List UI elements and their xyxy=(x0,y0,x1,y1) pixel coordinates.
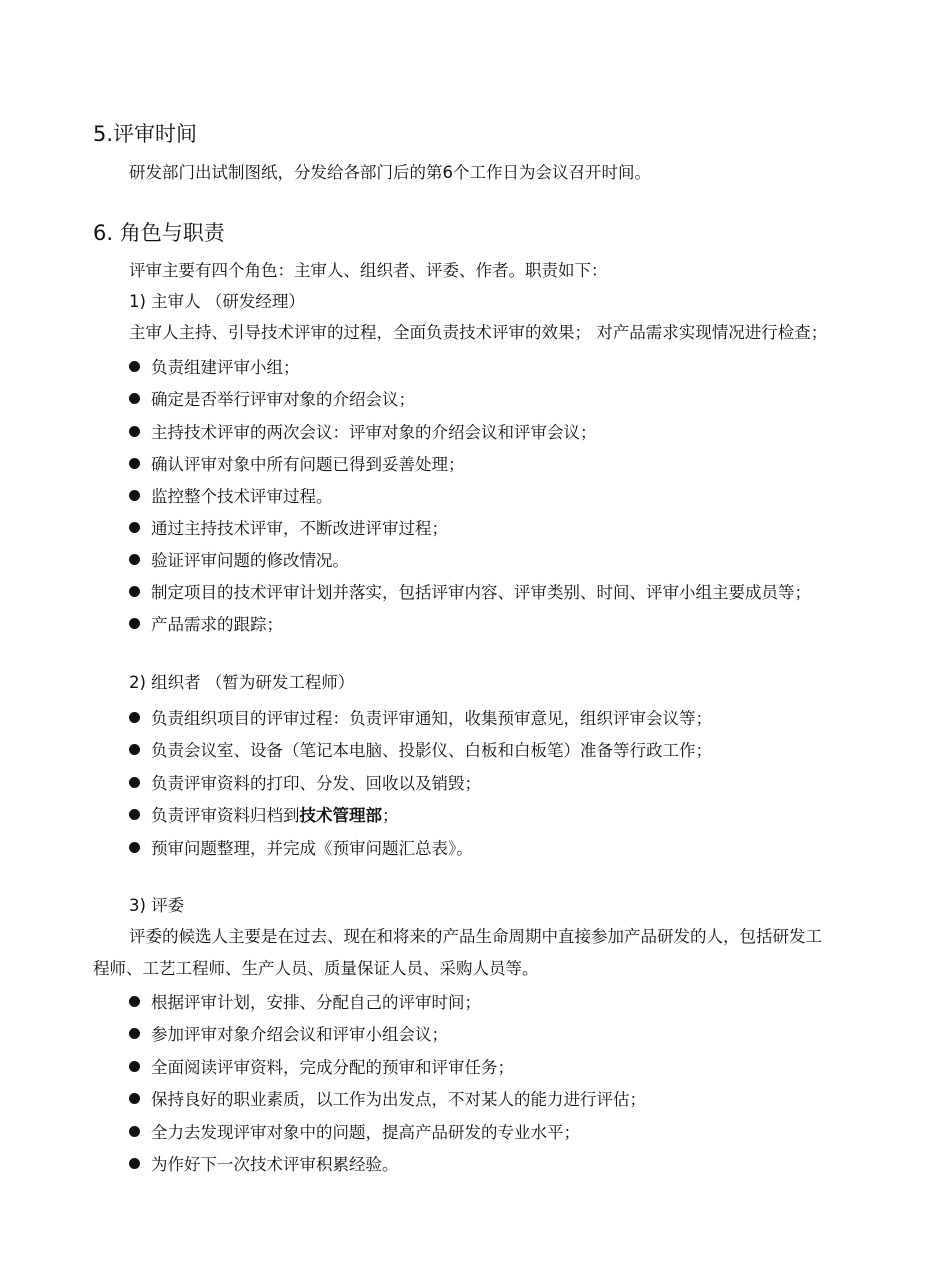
bullet-icon xyxy=(129,586,140,597)
role-2-item: 负责会议室、设备（笔记本电脑、投影仪、白板和白板笔）准备等行政工作； xyxy=(129,738,712,760)
bullet-icon xyxy=(129,1028,140,1039)
role-3-item: 全面阅读评审资料，完成分配的预审和评审任务； xyxy=(129,1055,514,1077)
section-5-text: 研发部门出试制图纸，分发给各部门后的第6个工作日为会议召开时间。 xyxy=(129,163,651,182)
role-3-item: 为作好下一次技术评审积累经验。 xyxy=(129,1152,399,1174)
role-3-item: 根据评审计划，安排、分配自己的评审时间； xyxy=(129,990,481,1012)
role-2-item: 预审问题整理，并完成《预审问题汇总表》。 xyxy=(129,836,473,858)
role-1-item: 主持技术评审的两次会议：评审对象的介绍会议和评审会议； xyxy=(129,420,597,442)
role-1-item: 产品需求的跟踪； xyxy=(129,612,283,634)
role-3-item: 参加评审对象介绍会议和评审小组会议； xyxy=(129,1022,448,1044)
role-3-item: 保持良好的职业素质，以工作为出发点，不对某人的能力进行评估； xyxy=(129,1087,646,1109)
bullet-icon xyxy=(129,777,140,788)
role-3-description-line-1: 评委的候选人主要是在过去、现在和将来的产品生命周期中直接参加产品研发的人，包括研发工 xyxy=(129,927,822,946)
bullet-icon xyxy=(129,426,140,437)
role-2-item: 负责组织项目的评审过程：负责评审通知，收集预审意见，组织评审会议等； xyxy=(129,706,712,728)
bullet-icon xyxy=(129,361,140,372)
role-1-description: 主审人主持、引导技术评审的过程，全面负责技术评审的效果； 对产品需求实现情况进行检查； xyxy=(129,323,828,342)
bullet-icon xyxy=(129,1158,140,1169)
section-6-intro: 评审主要有四个角色：主审人、组织者、评委、作者。职责如下： xyxy=(129,261,608,280)
role-3-title: 3) 评委 xyxy=(129,896,185,915)
role-1-title: 1) 主审人 （研发经理） xyxy=(129,292,305,311)
section-5-heading: 5.评审时间 xyxy=(93,122,198,146)
role-2-title: 2) 组织者 （暂为研发工程师） xyxy=(129,673,355,692)
role-1-item: 制定项目的技术评审计划并落实，包括评审内容、评审类别、时间、评审小组主要成员等； xyxy=(129,580,811,602)
role-1-item: 确定是否举行评审对象的介绍会议； xyxy=(129,387,415,409)
bullet-icon xyxy=(129,618,140,629)
bold-department-name: 技术管理部 xyxy=(299,806,382,825)
role-2-item: 负责评审资料归档到 技术管理部 ； xyxy=(129,803,399,825)
bullet-icon xyxy=(129,1061,140,1072)
bullet-icon xyxy=(129,1093,140,1104)
bullet-icon xyxy=(129,744,140,755)
role-3-description-line-2: 程师、工艺工程师、生产人员、质量保证人员、采购人员等。 xyxy=(93,959,539,978)
bullet-icon xyxy=(129,554,140,565)
role-1-item: 验证评审问题的修改情况。 xyxy=(129,548,349,570)
bullet-icon xyxy=(129,490,140,501)
role-2-item: 负责评审资料的打印、分发、回收以及销毁； xyxy=(129,771,481,793)
role-1-item: 确认评审对象中所有问题已得到妥善处理； xyxy=(129,452,465,474)
bullet-icon xyxy=(129,996,140,1007)
role-3-item: 全力去发现评审对象中的问题，提高产品研发的专业水平； xyxy=(129,1120,580,1142)
role-1-item: 通过主持技术评审，不断改进评审过程； xyxy=(129,516,448,538)
section-6-heading: 6. 角色与职责 xyxy=(93,221,225,245)
bullet-icon xyxy=(129,393,140,404)
bullet-icon xyxy=(129,458,140,469)
bullet-icon xyxy=(129,522,140,533)
bullet-icon xyxy=(129,809,140,820)
bullet-icon xyxy=(129,712,140,723)
role-1-item: 负责组建评审小组； xyxy=(129,355,300,377)
role-1-item: 监控整个技术评审过程。 xyxy=(129,484,333,506)
bullet-icon xyxy=(129,842,140,853)
bullet-icon xyxy=(129,1126,140,1137)
